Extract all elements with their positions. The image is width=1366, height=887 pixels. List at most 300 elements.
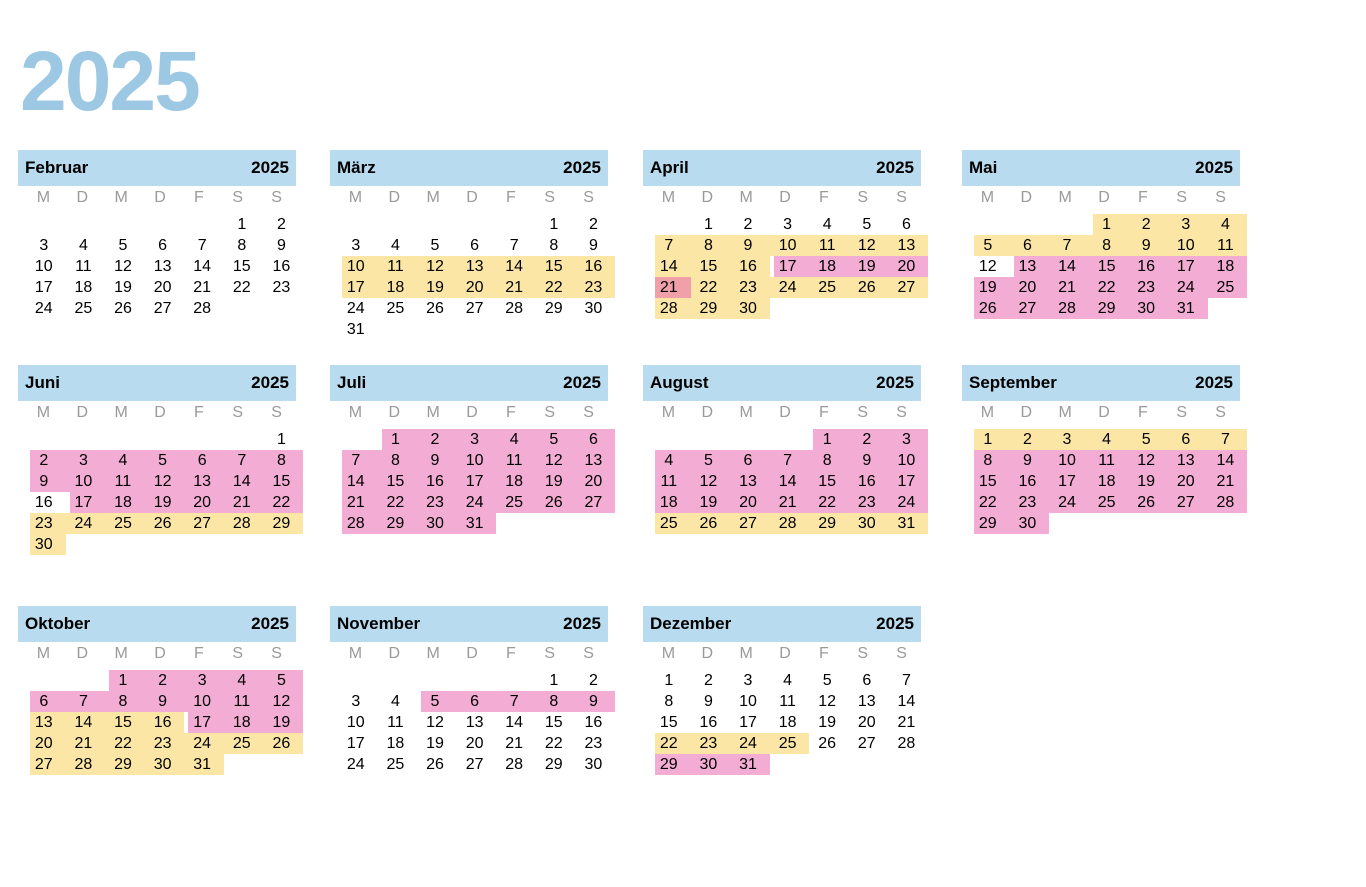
day-cell: 4 (509, 431, 519, 448)
month-juli (330, 365, 608, 534)
weekday-label: S (896, 189, 907, 206)
day-cell: 4 (390, 237, 400, 254)
weekday-label: D (779, 189, 791, 206)
month-name: April (650, 158, 689, 177)
weekday-label: S (1176, 189, 1188, 206)
day-cell: 20 (34, 735, 53, 752)
page-title: 2025 (20, 34, 199, 128)
month-mai (962, 150, 1240, 319)
day-cell: 7 (1062, 237, 1072, 254)
month-header (18, 606, 296, 642)
weekday-label: M (114, 645, 128, 662)
day-cell: 14 (505, 714, 524, 731)
day-cell: 2 (39, 452, 49, 469)
day-cell: 13 (153, 258, 172, 275)
day-cell: 15 (818, 473, 837, 490)
day-cell: 26 (978, 300, 997, 317)
weekday-label: M (36, 645, 51, 662)
day-cell: 7 (197, 237, 207, 254)
month-februar (18, 150, 296, 319)
day-cell: 16 (426, 473, 444, 490)
day-cell: 1 (703, 216, 713, 233)
day-cell: 7 (664, 237, 674, 254)
day-cell: 12 (114, 258, 132, 275)
day-cell: 17 (897, 473, 916, 490)
day-cell: 25 (778, 735, 797, 752)
day-cell: 1 (549, 672, 559, 689)
day-cell: 5 (822, 672, 832, 689)
day-cell: 7 (509, 693, 519, 710)
day-cell: 21 (505, 279, 524, 296)
day-cell: 17 (1176, 258, 1195, 275)
day-cell: 23 (584, 735, 603, 752)
day-cell: 20 (153, 279, 172, 296)
day-cell: 30 (584, 300, 603, 317)
weekday-label: F (1137, 189, 1148, 206)
day-grid (330, 214, 608, 340)
day-cell: 9 (1141, 237, 1151, 254)
day-cell: 26 (1137, 494, 1156, 511)
month-header (18, 365, 296, 401)
day-cell: 6 (470, 693, 480, 710)
month-year: 2025 (1195, 158, 1233, 177)
day-cell: 14 (1058, 258, 1076, 275)
day-cell: 6 (901, 216, 911, 233)
day-cell: 24 (465, 494, 484, 511)
month-header (330, 365, 608, 401)
day-cell: 8 (390, 452, 400, 469)
day-cell: 15 (544, 258, 563, 275)
day-cell: 6 (39, 693, 49, 710)
day-cell: 18 (659, 494, 678, 511)
day-cell: 26 (426, 756, 444, 773)
day-cell: 26 (114, 300, 132, 317)
day-cell: 8 (1102, 237, 1112, 254)
weekday-label: M (739, 404, 753, 421)
weekday-label: D (388, 189, 401, 206)
day-cell: 28 (1058, 300, 1076, 317)
weekday-label: S (232, 189, 244, 206)
day-cell: 22 (978, 494, 997, 511)
day-cell: 14 (232, 473, 251, 490)
day-cell: 31 (346, 321, 365, 338)
day-cell: 25 (232, 735, 251, 752)
day-cell: 17 (34, 279, 53, 296)
day-cell: 13 (1176, 452, 1195, 469)
weekday-label: D (466, 645, 478, 662)
day-cell: 8 (703, 237, 713, 254)
day-grid (330, 429, 608, 534)
day-cell: 11 (114, 473, 132, 490)
weekday-label: D (1098, 404, 1110, 421)
day-cell: 20 (739, 494, 757, 511)
day-cell: 28 (897, 735, 916, 752)
weekday-row (18, 644, 296, 664)
day-cell: 5 (862, 216, 872, 233)
month-header (643, 606, 921, 642)
day-cell: 10 (193, 693, 212, 710)
day-cell: 11 (233, 693, 251, 710)
day-cell: 20 (1018, 279, 1037, 296)
day-cell: 27 (153, 300, 172, 317)
day-cell: 17 (193, 714, 212, 731)
day-cell: 24 (34, 300, 53, 317)
day-grid (18, 670, 296, 775)
day-cell: 4 (78, 237, 88, 254)
day-cell: 3 (1181, 216, 1191, 233)
day-cell: 24 (1176, 279, 1195, 296)
weekday-label: F (193, 189, 204, 206)
day-cell: 27 (739, 515, 757, 532)
weekday-label: S (857, 404, 869, 421)
day-cell: 6 (197, 452, 207, 469)
weekday-row (643, 644, 921, 664)
day-cell: 1 (237, 216, 247, 233)
month-year: 2025 (563, 158, 601, 177)
day-cell: 7 (237, 452, 247, 469)
day-grid (18, 214, 296, 319)
weekday-label: M (661, 645, 676, 662)
day-cell: 26 (857, 279, 876, 296)
day-cell: 4 (118, 452, 128, 469)
day-cell: 5 (158, 452, 168, 469)
month-juni (18, 365, 296, 555)
day-cell: 16 (153, 714, 172, 731)
weekday-label: M (661, 404, 676, 421)
day-cell: 14 (659, 258, 678, 275)
day-cell: 3 (351, 237, 361, 254)
day-cell: 7 (351, 452, 361, 469)
day-cell: 23 (857, 494, 876, 511)
day-cell: 29 (114, 756, 132, 773)
day-cell: 15 (544, 714, 563, 731)
day-cell: 22 (114, 735, 132, 752)
day-cell: 13 (857, 693, 876, 710)
day-cell: 3 (470, 431, 480, 448)
month-year: 2025 (251, 373, 289, 392)
day-cell: 30 (153, 756, 172, 773)
day-cell: 28 (659, 300, 678, 317)
day-cell: 18 (74, 279, 93, 296)
day-cell: 9 (158, 693, 168, 710)
day-cell: 23 (739, 279, 757, 296)
weekday-label: S (583, 645, 594, 662)
day-cell: 27 (34, 756, 53, 773)
weekday-label: S (544, 645, 556, 662)
day-cell: 21 (74, 735, 93, 752)
month-year: 2025 (876, 158, 914, 177)
day-cell: 2 (862, 431, 872, 448)
day-cell: 24 (739, 735, 757, 752)
day-cell: 11 (660, 473, 678, 490)
day-cell: 7 (78, 693, 88, 710)
weekday-label: S (583, 189, 594, 206)
day-cell: 9 (276, 237, 286, 254)
day-cell: 3 (197, 672, 207, 689)
day-cell: 12 (272, 693, 291, 710)
weekday-label: D (154, 645, 166, 662)
weekday-label: S (583, 404, 594, 421)
weekday-row (330, 403, 608, 423)
day-cell: 24 (897, 494, 916, 511)
weekday-row (962, 403, 1240, 423)
month-year: 2025 (876, 373, 914, 392)
day-cell: 3 (1062, 431, 1072, 448)
day-cell: 12 (699, 473, 718, 490)
weekday-label: D (76, 645, 89, 662)
weekday-label: S (271, 189, 282, 206)
day-cell: 22 (818, 494, 837, 511)
day-cell: 1 (549, 216, 559, 233)
weekday-label: M (36, 404, 51, 421)
day-cell: 1 (276, 431, 286, 448)
weekday-label: D (701, 645, 714, 662)
day-cell: 24 (778, 279, 797, 296)
day-cell: 22 (232, 279, 251, 296)
day-cell: 18 (1216, 258, 1235, 275)
day-cell: 21 (778, 494, 797, 511)
month-name: August (650, 373, 709, 392)
day-cell: 5 (703, 452, 713, 469)
weekday-label: D (388, 404, 401, 421)
month-header (330, 606, 608, 642)
day-cell: 12 (426, 714, 444, 731)
day-cell: 28 (346, 515, 365, 532)
day-cell: 4 (237, 672, 247, 689)
day-cell: 11 (779, 693, 796, 710)
day-cell: 24 (346, 300, 365, 317)
day-cell: 31 (465, 515, 484, 532)
day-cell: 21 (505, 735, 524, 752)
day-cell: 14 (1216, 452, 1235, 469)
day-cell: 23 (1137, 279, 1156, 296)
day-cell: 16 (584, 714, 603, 731)
day-cell: 25 (114, 515, 132, 532)
weekday-label: F (1137, 404, 1148, 421)
month-name: Juni (25, 373, 60, 392)
day-cell: 11 (505, 452, 523, 469)
day-cell: 12 (857, 237, 876, 254)
day-cell: 18 (1097, 473, 1116, 490)
day-cell: 27 (897, 279, 916, 296)
day-cell: 8 (664, 693, 674, 710)
weekday-label: F (818, 404, 829, 421)
day-cell: 21 (1216, 473, 1235, 490)
day-cell: 31 (739, 756, 757, 773)
day-cell: 22 (544, 279, 563, 296)
day-cell: 8 (276, 452, 286, 469)
day-cell: 13 (34, 714, 53, 731)
weekday-label: D (466, 189, 478, 206)
day-cell: 1 (390, 431, 400, 448)
weekday-row (18, 403, 296, 423)
day-cell: 14 (193, 258, 212, 275)
day-cell: 19 (818, 714, 837, 731)
day-cell: 6 (743, 452, 753, 469)
day-cell: 28 (74, 756, 93, 773)
day-cell: 14 (897, 693, 916, 710)
day-cell: 5 (430, 693, 440, 710)
weekday-label: M (1058, 404, 1072, 421)
day-cell: 31 (1176, 300, 1195, 317)
weekday-label: F (193, 645, 204, 662)
weekday-label: M (426, 404, 440, 421)
month-name: November (337, 614, 421, 633)
weekday-label: M (114, 404, 128, 421)
day-cell: 22 (272, 494, 291, 511)
day-cell: 3 (351, 693, 361, 710)
weekday-label: M (739, 645, 753, 662)
day-cell: 3 (78, 452, 88, 469)
day-cell: 25 (818, 279, 837, 296)
day-cell: 25 (659, 515, 678, 532)
day-cell: 19 (426, 735, 444, 752)
month-märz (330, 150, 608, 340)
day-cell: 5 (983, 237, 993, 254)
day-cell: 21 (346, 494, 365, 511)
day-cell: 31 (897, 515, 916, 532)
day-cell: 2 (158, 672, 168, 689)
day-cell: 9 (39, 473, 49, 490)
weekday-label: S (544, 189, 556, 206)
day-cell: 16 (584, 258, 603, 275)
day-cell: 8 (822, 452, 832, 469)
day-cell: 24 (74, 515, 93, 532)
day-cell: 11 (75, 258, 92, 275)
day-cell: 15 (232, 258, 251, 275)
weekday-label: S (857, 189, 869, 206)
day-cell: 2 (430, 431, 440, 448)
day-cell: 5 (549, 431, 559, 448)
day-cell: 17 (465, 473, 484, 490)
weekday-label: D (1020, 404, 1033, 421)
day-cell: 18 (818, 258, 837, 275)
day-cell: 20 (897, 258, 916, 275)
day-cell: 4 (664, 452, 674, 469)
day-cell: 17 (74, 494, 93, 511)
day-cell: 27 (1018, 300, 1037, 317)
day-cell: 24 (1058, 494, 1076, 511)
day-cell: 10 (739, 693, 757, 710)
day-cell: 25 (74, 300, 93, 317)
day-cell: 21 (193, 279, 212, 296)
day-cell: 8 (983, 452, 993, 469)
weekday-row (330, 188, 608, 208)
day-cell: 15 (114, 714, 132, 731)
weekday-label: S (544, 404, 556, 421)
day-cell: 23 (426, 494, 444, 511)
weekday-label: D (779, 645, 791, 662)
weekday-label: M (980, 404, 995, 421)
month-header (962, 150, 1240, 186)
day-cell: 2 (276, 216, 286, 233)
day-cell: 14 (74, 714, 93, 731)
day-cell: 22 (659, 735, 678, 752)
day-cell: 17 (1058, 473, 1076, 490)
day-cell: 13 (1018, 258, 1037, 275)
month-name: Dezember (650, 614, 732, 633)
weekday-label: D (779, 404, 791, 421)
day-cell: 20 (465, 735, 484, 752)
weekday-label: M (36, 189, 51, 206)
day-cell: 6 (588, 431, 598, 448)
day-cell: 26 (153, 515, 172, 532)
day-cell: 26 (426, 300, 444, 317)
day-cell: 23 (272, 279, 291, 296)
weekday-label: S (271, 404, 282, 421)
weekday-label: S (232, 645, 244, 662)
day-cell: 19 (114, 279, 132, 296)
weekday-label: D (76, 404, 89, 421)
day-cell: 9 (703, 693, 713, 710)
day-cell: 13 (897, 237, 916, 254)
day-cell: 1 (822, 431, 832, 448)
day-cell: 16 (699, 714, 718, 731)
day-cell: 30 (857, 515, 876, 532)
month-header (643, 365, 921, 401)
day-cell: 30 (1137, 300, 1156, 317)
month-name: Mai (969, 158, 998, 177)
weekday-label: S (896, 404, 907, 421)
day-cell: 19 (544, 473, 563, 490)
day-cell: 29 (659, 756, 678, 773)
day-cell: 6 (470, 237, 480, 254)
day-cell: 20 (857, 714, 876, 731)
day-cell: 27 (465, 756, 484, 773)
day-cell: 25 (386, 300, 405, 317)
day-cell: 25 (1097, 494, 1116, 511)
weekday-row (643, 188, 921, 208)
day-cell: 18 (386, 735, 405, 752)
month-year: 2025 (563, 614, 601, 633)
weekday-label: F (818, 189, 829, 206)
weekday-row (643, 403, 921, 423)
day-cell: 26 (699, 515, 718, 532)
weekday-label: M (348, 189, 363, 206)
day-cell: 7 (783, 452, 793, 469)
weekday-label: D (154, 189, 166, 206)
day-cell: 18 (114, 494, 132, 511)
day-cell: 10 (34, 258, 53, 275)
day-cell: 13 (465, 714, 484, 731)
day-cell: 30 (426, 515, 444, 532)
day-cell: 12 (818, 693, 837, 710)
day-cell: 10 (346, 258, 365, 275)
day-cell: 7 (1220, 431, 1230, 448)
day-cell: 22 (699, 279, 718, 296)
day-cell: 5 (118, 237, 128, 254)
day-cell: 13 (193, 473, 212, 490)
month-header (643, 150, 921, 186)
weekday-label: S (1215, 404, 1226, 421)
weekday-label: D (388, 645, 401, 662)
weekday-label: M (1058, 189, 1072, 206)
month-name: Oktober (25, 614, 91, 633)
day-cell: 4 (390, 693, 400, 710)
day-cell: 11 (1217, 237, 1234, 254)
day-cell: 9 (1022, 452, 1032, 469)
day-cell: 1 (1102, 216, 1112, 233)
day-cell: 9 (588, 693, 598, 710)
day-cell: 4 (1220, 216, 1230, 233)
day-cell: 15 (978, 473, 997, 490)
weekday-label: M (980, 189, 995, 206)
weekday-label: M (661, 189, 676, 206)
day-cell: 1 (983, 431, 993, 448)
day-cell: 29 (818, 515, 837, 532)
day-cell: 31 (193, 756, 212, 773)
weekday-row (18, 188, 296, 208)
